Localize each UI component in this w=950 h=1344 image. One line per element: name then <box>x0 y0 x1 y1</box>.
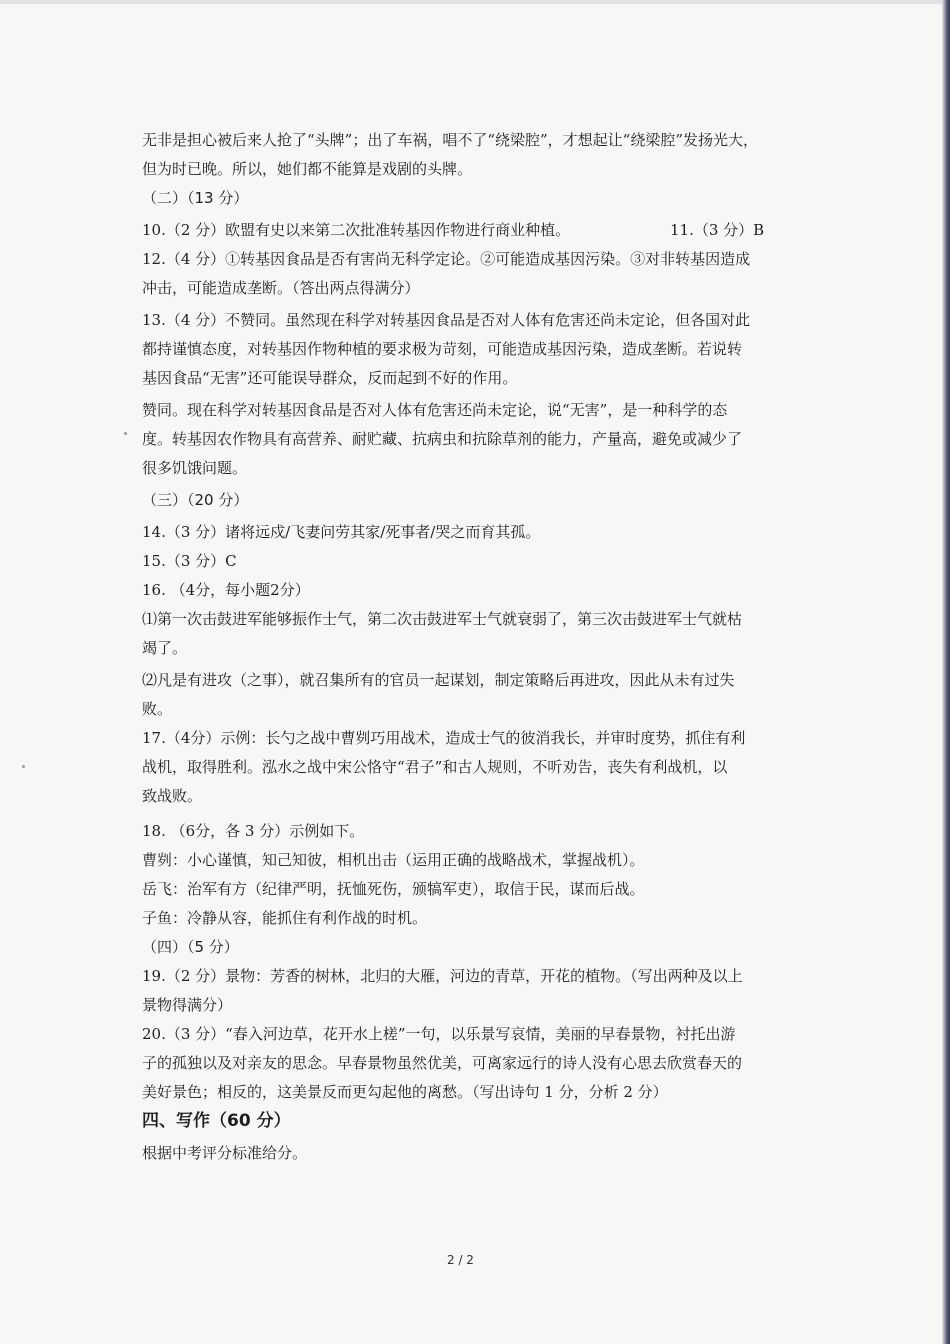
text-line: 无非是担心被后来人抢了“头牌”；出了车祸，唱不了“绕梁腔”，才想起让“绕梁腔”发扬光大， <box>142 131 759 149</box>
text-line: 很多饥饿问题。 <box>142 459 248 477</box>
text-line: ⑴第一次击鼓进军能够振作士气，第二次击鼓进军士气就衰弱了，第三次击鼓进军士气就枯 <box>142 610 743 628</box>
text-line: 岳飞：治军有方（纪律严明，抚恤死伤，颁犒军吏），取信于民，谋而后战。 <box>142 880 645 898</box>
answer-key-page <box>142 126 814 1168</box>
page-number: 2 / 2 <box>447 1253 474 1267</box>
scan-speck <box>124 432 127 435</box>
question-11: 11.（3 分）B <box>670 221 765 239</box>
question-16: 16. （4分，每小题2分） <box>142 581 310 599</box>
section-heading-3: （三）（20 分） <box>142 491 249 509</box>
text-line: 致战败。 <box>142 787 203 805</box>
question-17: 17.（4分）示例：长勺之战中曹刿巧用战术，造成士气的彼消我长，并审时度势，抓住有利 <box>142 729 746 747</box>
question-10-row <box>142 216 814 245</box>
question-14: 14.（3 分）诸将远戍/飞妻问劳其家/死事者/哭之而育其孤。 <box>142 523 541 541</box>
text-line: 子鱼：冷静从容，能抓住有利作战的时机。 <box>142 909 428 927</box>
text-line: 冲击，可能造成垄断。（答出两点得满分） <box>142 279 420 297</box>
text-line: 曹刿：小心谨慎，知己知彼，相机出击（运用正确的战略战术，掌握战机）。 <box>142 851 645 869</box>
scan-speck <box>22 765 25 768</box>
text-line: 败。 <box>142 700 173 718</box>
text-line: ⑵凡是有进攻（之事），就召集所有的官员一起谋划，制定策略后再进攻，因此从未有过失 <box>142 671 735 689</box>
text-line: 赞同。现在科学对转基因食品是否对人体有危害还尚未定论，说“无害”，是一种科学的态 <box>142 401 728 419</box>
question-18: 18. （6分，各 3 分）示例如下。 <box>142 822 365 840</box>
text-line: 美好景色；相反的，这美景反而更勾起他的离愁。（写出诗句 1 分，分析 2 分） <box>142 1083 668 1101</box>
question-10: 10.（2 分）欧盟有史以来第二次批准转基因作物进行商业种植。 <box>142 221 571 239</box>
question-19: 19.（2 分）景物：芳香的树林，北归的大雁，河边的青草，开花的植物。（写出两种及以上 <box>142 967 743 985</box>
text-line: 但为时已晚。所以，她们都不能算是戏剧的头牌。 <box>142 160 473 178</box>
text-line: 子的孤独以及对亲友的思念。早春景物虽然优美，可离家远行的诗人没有心思去欣赏春天的 <box>142 1054 743 1072</box>
writing-heading: 四、写作（60 分） <box>142 1111 291 1131</box>
section-heading-4: （四）（5 分） <box>142 938 239 956</box>
section-heading-2: （二）（13 分） <box>142 189 249 207</box>
text-line: 战机，取得胜利。泓水之战中宋公恪守“君子”和古人规则，不听劝告，丧失有利战机，以 <box>142 758 728 776</box>
text-line: 度。转基因农作物具有高营养、耐贮藏、抗病虫和抗除草剂的能力，产量高，避免或减少了 <box>142 430 743 448</box>
question-13: 13.（4 分）不赞同。虽然现在科学对转基因食品是否对人体有危害还尚未定论，但各国对此 <box>142 311 751 329</box>
text-line: 竭了。 <box>142 639 188 657</box>
scan-top-edge <box>0 0 950 4</box>
writing-note: 根据中考评分标准给分。 <box>142 1144 308 1162</box>
text-line: 基因食品“无害”还可能误导群众，反而起到不好的作用。 <box>142 369 518 387</box>
question-20: 20.（3 分）“春入河边草，花开水上槎”一句，以乐景写哀情，美丽的早春景物，衬托出游 <box>142 1025 736 1043</box>
text-line: 景物得满分） <box>142 996 233 1014</box>
text-line: 都持谨慎态度，对转基因作物种植的要求极为苛刻，可能造成基因污染，造成垄断。若说转 <box>142 340 743 358</box>
question-15: 15.（3 分）C <box>142 552 237 570</box>
question-12: 12.（4 分）①转基因食品是否有害尚无科学定论。②可能造成基因污染。③对非转基因造成 <box>142 250 751 268</box>
scan-right-edge <box>942 0 950 1344</box>
